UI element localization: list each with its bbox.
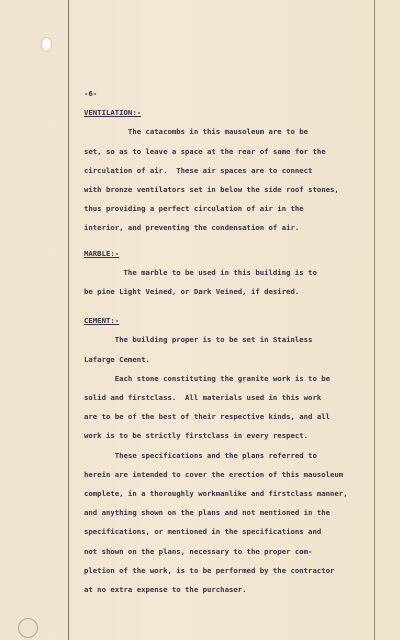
text-line: and anything shown on the plans and not mentioned in the	[84, 508, 331, 518]
document-body	[84, 84, 376, 599]
text-line: at no extra expense to the purchaser.	[84, 585, 247, 595]
text-line: solid and firstclass. All materials used in this work	[84, 393, 322, 403]
left-margin-rule	[68, 0, 69, 640]
text-line: pletion of the work, is to be performed by the contractor	[84, 565, 335, 575]
text-line: specifications, or mentioned in the specifications and	[84, 527, 322, 537]
text-line: Lafarge Cement.	[84, 354, 150, 364]
text-line: circulation of air. These air spaces are to connect	[84, 165, 313, 175]
section-heading-ventilation: VENTILATION:-	[84, 108, 142, 118]
text-line: The marble to be used in this building is to	[84, 267, 317, 277]
cement-paragraph	[84, 330, 376, 599]
punch-hole	[42, 38, 51, 51]
text-line: complete, in a thoroughly workmanlike and firstclass manner,	[84, 489, 348, 499]
page-number: -6-	[84, 89, 98, 98]
text-line: with bronze ventilators set in below the side roof stones,	[84, 185, 339, 195]
text-line: interior, and preventing the condensation of air.	[84, 223, 300, 233]
ventilation-paragraph	[84, 122, 376, 237]
text-line: be pine Light Veined, or Dark Veined, if desired.	[84, 287, 300, 297]
text-line: Each stone constituting the granite work is to be	[84, 373, 331, 383]
section-heading-cement: CEMENT:-	[84, 316, 120, 326]
text-line: These specifications and the plans referred to	[84, 450, 317, 460]
text-line: The catacombs in this mausoleum are to be	[84, 127, 309, 137]
archive-stamp-icon	[18, 618, 38, 638]
text-line: thus providing a perfect circulation of air in the	[84, 204, 304, 214]
section-heading-marble: MARBLE:-	[84, 248, 120, 258]
marble-paragraph	[84, 263, 376, 301]
text-line: set, so as to leave a space at the rear of same for the	[84, 146, 326, 156]
text-line: herein are intended to cover the erection of this mausoleum	[84, 469, 344, 479]
text-line: not shown on the plans, necessary to the proper com-	[84, 546, 313, 556]
text-line: are to be of the best of their respective kinds, and all	[84, 412, 331, 422]
text-line: work is to be strictly firstclass in every respect.	[84, 431, 309, 441]
text-line: The building proper is to be set in Stainless	[84, 335, 313, 345]
